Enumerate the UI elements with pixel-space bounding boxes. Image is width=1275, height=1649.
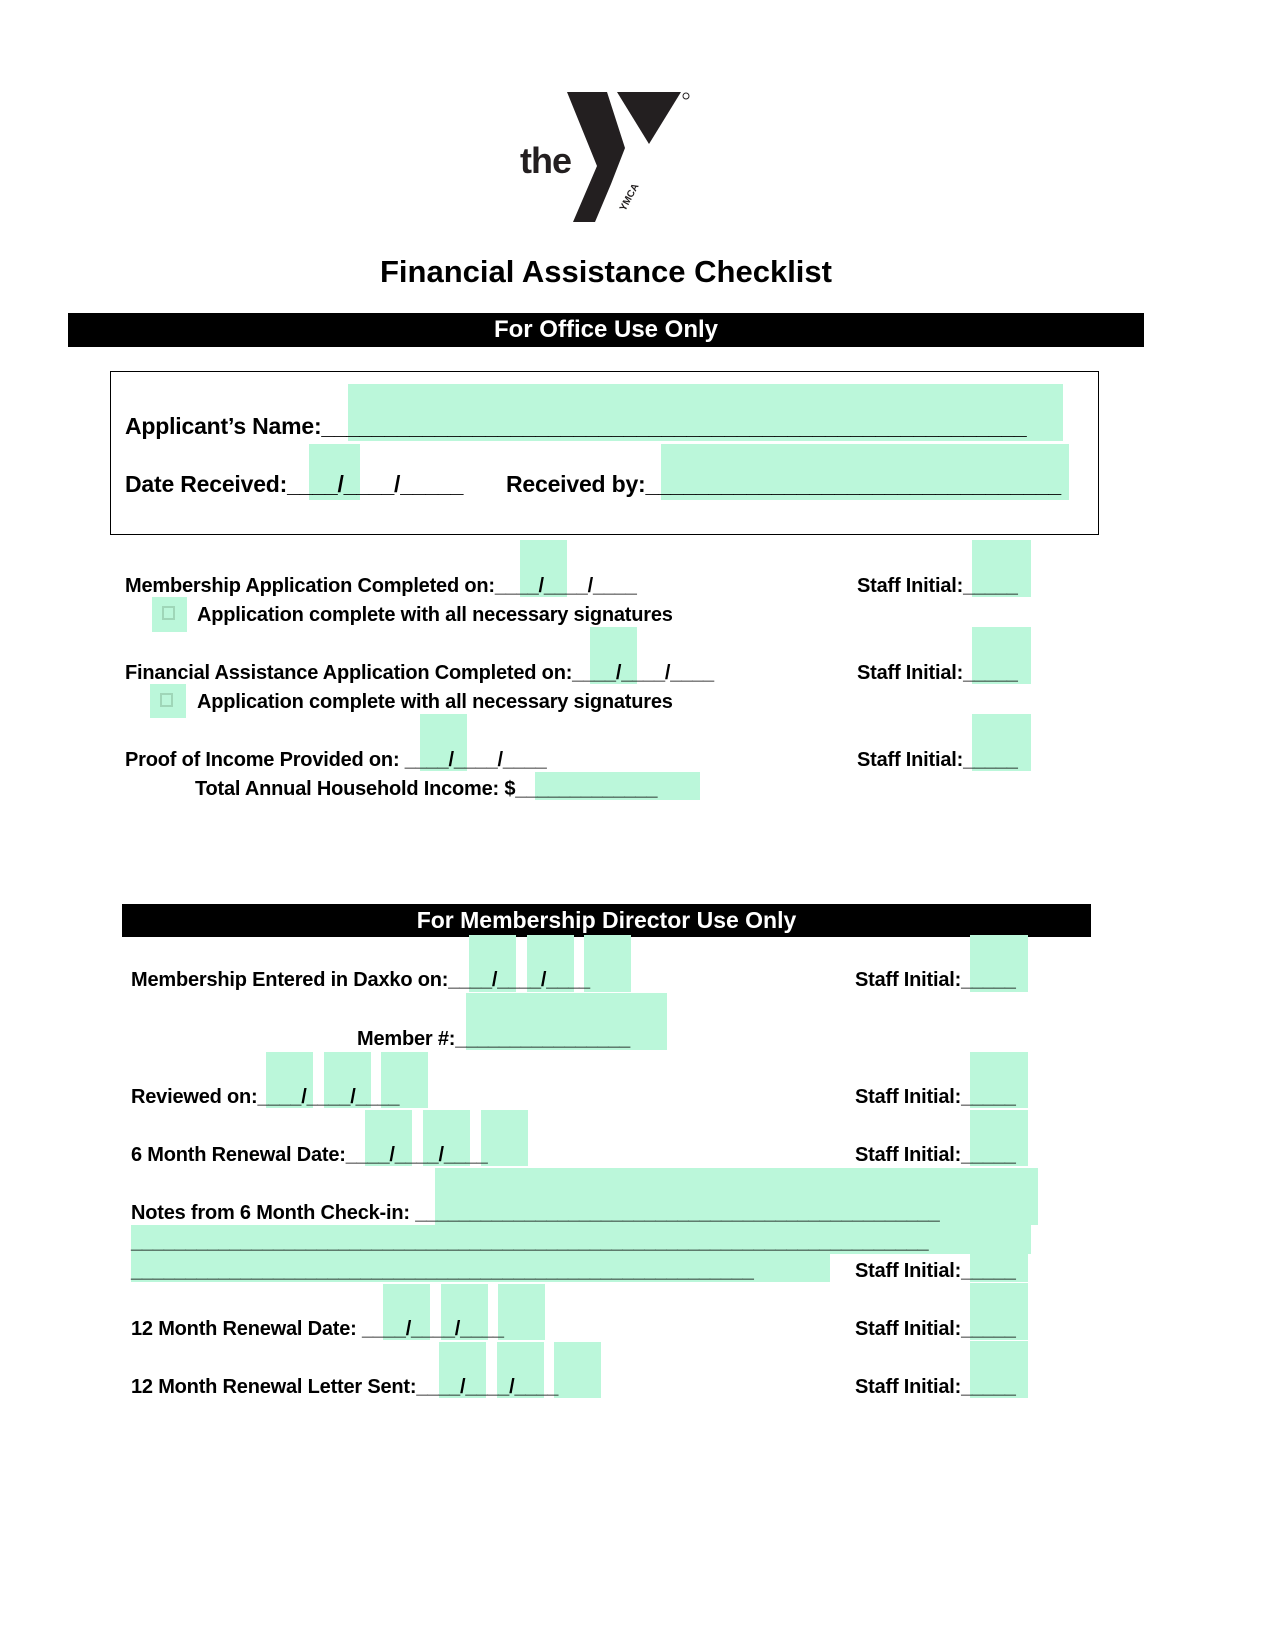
membership-app-label: Membership Application Completed on:____/____/____ <box>125 575 637 597</box>
logo-ymca: YMCA <box>617 181 642 214</box>
letter-sent-year-input[interactable] <box>554 1342 601 1398</box>
director-use-header: For Membership Director Use Only <box>122 904 1091 937</box>
notes-label: Notes from 6 Month Check-in: ________________________________________________ <box>131 1202 940 1224</box>
staff-initial-label-9: Staff Initial:_____ <box>855 1376 1016 1398</box>
fa-app-check-label: Application complete with all necessary signatures <box>197 691 673 713</box>
staff-initial-label-3: Staff Initial:_____ <box>857 749 1018 771</box>
twelve-month-label: 12 Month Renewal Date: ____/____/____ <box>131 1318 504 1340</box>
member-number-label: Member #:________________ <box>357 1028 630 1050</box>
staff-initial-label-5: Staff Initial:_____ <box>855 1086 1016 1108</box>
staff-initial-label-8: Staff Initial:_____ <box>855 1318 1016 1340</box>
staff-initial-label-1: Staff Initial:_____ <box>857 575 1018 597</box>
ymca-logo <box>515 88 695 228</box>
page-title: Financial Assistance Checklist <box>380 254 832 289</box>
fa-app-checkbox[interactable] <box>150 684 186 718</box>
checkbox-icon <box>162 606 175 620</box>
date-received-label: Date Received:____/____/_____ <box>125 471 464 497</box>
total-income-label: Total Annual Household Income: $_____________ <box>195 778 658 800</box>
membership-app-checkbox[interactable] <box>152 597 187 632</box>
fa-app-label: Financial Assistance Application Completed on:____/____/____ <box>125 662 714 684</box>
letter-sent-label: 12 Month Renewal Letter Sent:____/____/____ <box>131 1376 559 1398</box>
staff-initial-label-2: Staff Initial:_____ <box>857 662 1018 684</box>
proof-income-label: Proof of Income Provided on: ____/____/____ <box>125 749 547 771</box>
six-month-label: 6 Month Renewal Date:____/____/____ <box>131 1144 488 1166</box>
staff-initial-label-6: Staff Initial:_____ <box>855 1144 1016 1166</box>
office-use-header: For Office Use Only <box>68 313 1144 347</box>
notes-line3: _________________________________________________________ <box>131 1260 754 1282</box>
received-by-label: Received by:_________________________________ <box>506 471 1062 497</box>
six-month-year-input[interactable] <box>481 1110 528 1166</box>
membership-app-check-label: Application complete with all necessary signatures <box>197 604 673 626</box>
logo-the: the <box>520 140 571 181</box>
reviewed-label: Reviewed on:____/____/____ <box>131 1086 400 1108</box>
daxko-year-input[interactable] <box>584 935 631 992</box>
staff-initial-label-4: Staff Initial:_____ <box>855 969 1016 991</box>
twelve-month-year-input[interactable] <box>498 1284 545 1340</box>
checkbox-icon <box>160 693 173 707</box>
notes-line2: _________________________________________________________________________ <box>131 1231 929 1253</box>
staff-initial-label-7: Staff Initial:_____ <box>855 1260 1016 1282</box>
daxko-label: Membership Entered in Daxko on:____/____/____ <box>131 969 590 991</box>
applicant-name-label: Applicant’s Name:________________________________________________________ <box>125 413 1027 439</box>
